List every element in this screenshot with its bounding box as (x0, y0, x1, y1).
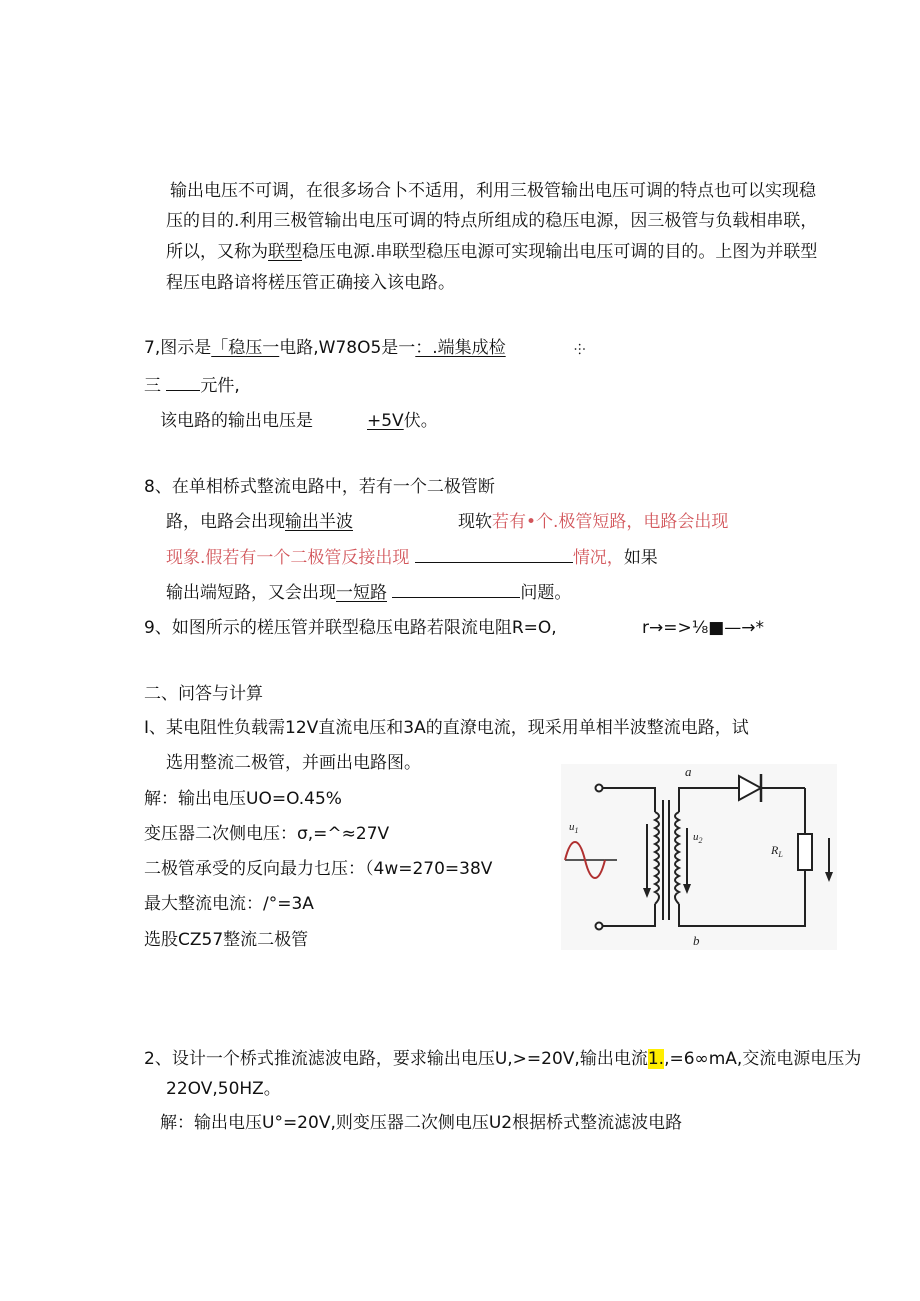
circuit-wiring (596, 785, 830, 930)
p1-solution-4: 最大整流电流：/°=3A (144, 894, 314, 914)
label-u2: $u_2$ (693, 831, 703, 845)
primary-coil (655, 812, 659, 904)
label-a: a (685, 764, 692, 779)
q9-tail: r→=>⅛■—→* (642, 618, 765, 638)
p2-line-1: 2、设计一个桥式推流滤波电路，要求输出电压U,>=20V,输出电流1.,=6∞mA,交流电源电压为 (144, 1049, 862, 1069)
secondary-wire-top (679, 788, 739, 812)
intro-line-4: 程压电路谙将槎压管正确接入该电路。 (166, 273, 455, 293)
current-arrow-head (825, 872, 833, 882)
secondary-coil (675, 812, 679, 904)
p1-solution-5: 选股CZ57整流二极管 (144, 930, 309, 950)
q7-line-2: 三 元件, (144, 376, 240, 396)
intro-line-2: 压的目的.利用三极管输出电压可调的特点所组成的稳压电源，因三极管与负载相串联， (166, 211, 818, 231)
load-resistor (798, 834, 812, 870)
q9-line: 9、如图所示的槎压管并联型稳压电路若限流电阻R=O, (144, 618, 557, 638)
q7-line-1: 7,图示是「稳压一电路,W78O5是一：.端集成检 (144, 338, 506, 358)
u1-arrow-head (643, 888, 651, 898)
primary-wire-top (602, 788, 655, 812)
half-wave-rectifier-diagram (561, 764, 837, 950)
p2-line-2: 22OV,50HZ。 (166, 1079, 281, 1099)
q8-line-2: 路，电路会出现输出半波 (166, 512, 353, 532)
intro-line-1: 输出电压不可调，在很多场合卜不适用，利用三极管输出电压可调的特点也可以实现稳 (170, 181, 816, 201)
input-terminal-top (596, 785, 603, 792)
secondary-wire-bottom (679, 870, 805, 926)
label-rl: $R_L$ (771, 843, 783, 859)
q7-symbol: ⸭ (574, 342, 586, 358)
q8-line-1: 8、在单相桥式整流电路中，若有一个二极管断 (144, 477, 495, 497)
label-u1: $u_1$ (569, 821, 579, 835)
q8-line-4: 输出端短路，又会出现一短路 问题。 (166, 583, 572, 603)
section-heading: 二、问答与计算 (144, 684, 263, 704)
u2-arrow-head (683, 884, 691, 894)
primary-wire-bottom (602, 904, 655, 926)
diode-symbol (739, 776, 761, 800)
p1-solution-2: 变压器二次侧电压：σ,=^≈27V (144, 824, 390, 844)
q8-line-3: 现象.假若有一个二极管反接出现 情况，如果 (166, 548, 658, 568)
q8-line-2-right: 现软若有•个.极管短路，电路会出现 (458, 512, 729, 532)
p1-line-1: I、某电阻性负载需12V直流电压和3A的直潦电流，现采用单相半波整流电路，试 (144, 718, 749, 738)
p1-solution-1: 解：输出电压UO=O.45% (144, 789, 342, 809)
p1-line-2: 选用整流二极管，并画出电路图。 (166, 753, 421, 773)
intro-line-3: 所以，又称为联型稳压电源.串联型稳压电源可实现输出电压可调的目的。上图为并联型 (166, 242, 818, 262)
label-b: b (693, 933, 700, 948)
q7-line-3: 该电路的输出电压是 +5V伏。 (160, 411, 438, 431)
p2-solution-1: 解：输出电压U°=20V,则变压器二次侧电压U2根据桥式整流滤波电路 (160, 1113, 683, 1133)
input-terminal-bottom (596, 923, 603, 930)
p1-solution-3: 二极管承受的反向最力乜压：（4w=270=38V (144, 859, 493, 879)
